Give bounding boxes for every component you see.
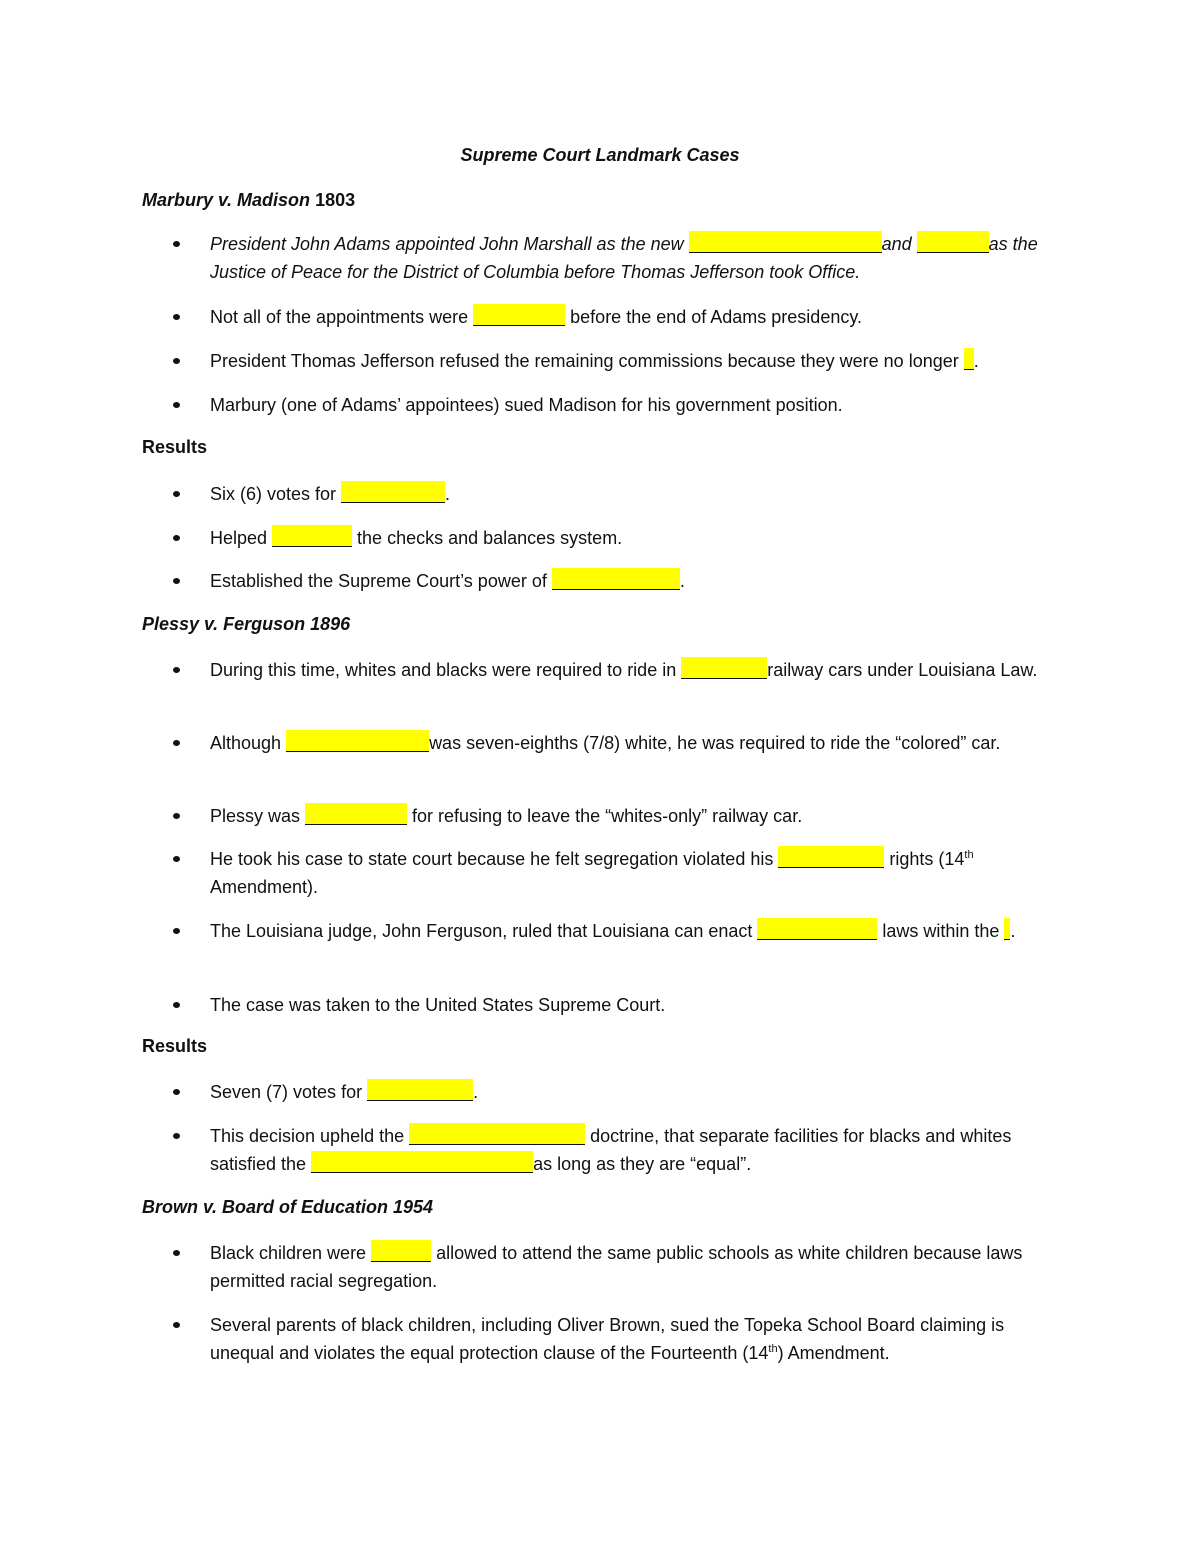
fill-in-blank[interactable] bbox=[341, 481, 445, 503]
list-item: Six (6) votes for . bbox=[210, 480, 1070, 508]
bullet-icon bbox=[173, 1089, 180, 1095]
fill-in-blank[interactable] bbox=[272, 525, 352, 547]
fill-in-blank[interactable] bbox=[409, 1123, 585, 1145]
fill-in-blank[interactable] bbox=[757, 918, 877, 940]
fill-in-blank[interactable] bbox=[286, 730, 429, 752]
list-item: Seven (7) votes for . bbox=[210, 1078, 1070, 1106]
fill-in-blank[interactable] bbox=[371, 1240, 431, 1262]
fill-in-blank[interactable] bbox=[681, 657, 767, 679]
fill-in-blank[interactable] bbox=[367, 1079, 473, 1101]
fill-in-blank[interactable] bbox=[311, 1151, 533, 1173]
bullet-icon bbox=[173, 402, 180, 408]
results-heading: Results bbox=[142, 437, 208, 457]
bullet-icon bbox=[173, 535, 180, 541]
fill-in-blank[interactable] bbox=[552, 568, 680, 590]
bullet-icon bbox=[173, 1250, 180, 1256]
bullet-icon bbox=[173, 813, 180, 819]
bullet-icon bbox=[173, 856, 180, 862]
bullet-icon bbox=[173, 740, 180, 746]
list-item: Helped the checks and balances system. bbox=[210, 524, 1070, 552]
list-item: Established the Supreme Court’s power of . bbox=[210, 567, 1070, 595]
list-item: Plessy was for refusing to leave the “whites-only” railway car. bbox=[210, 802, 1070, 830]
list-item: Several parents of black children, including Oliver Brown, sued the Topeka School Board claiming is unequal and violates the equal protection clause of the Fourteenth (14th) Amendment. bbox=[210, 1311, 1070, 1367]
fill-in-blank[interactable] bbox=[305, 803, 407, 825]
list-item: President John Adams appointed John Marshall as the new and as the Justice of Peace for the District of Columbia before Thomas Jefferson took Office. bbox=[210, 230, 1070, 286]
fill-in-blank[interactable] bbox=[689, 231, 882, 253]
list-item: The Louisiana judge, John Ferguson, ruled that Louisiana can enact laws within the . bbox=[210, 917, 1070, 945]
document-title: Supreme Court Landmark Cases bbox=[460, 145, 740, 165]
list-item: This decision upheld the doctrine, that separate facilities for blacks and whites satisfied the as long as they are “equal”. bbox=[210, 1122, 1070, 1178]
section-heading-marbury bbox=[142, 190, 355, 211]
case-year: 1803 bbox=[315, 190, 356, 210]
bullet-icon bbox=[173, 358, 180, 364]
list-item: Black children were allowed to attend the same public schools as white children because laws permitted racial segregation. bbox=[210, 1239, 1070, 1295]
bullet-icon bbox=[173, 1322, 180, 1328]
list-item: Although was seven-eighths (7/8) white, he was required to ride the “colored” car. bbox=[210, 729, 1070, 757]
bullet-icon bbox=[173, 1133, 180, 1139]
bullet-icon bbox=[173, 1002, 180, 1008]
bullet-icon bbox=[173, 241, 180, 247]
bullet-icon bbox=[173, 491, 180, 497]
list-item: Marbury (one of Adams’ appointees) sued Madison for his government position. bbox=[210, 391, 1070, 419]
list-item: The case was taken to the United States Supreme Court. bbox=[210, 991, 1070, 1019]
bullet-icon bbox=[173, 667, 180, 673]
bullet-icon bbox=[173, 314, 180, 320]
list-item: He took his case to state court because he felt segregation violated his rights (14th Amendment). bbox=[210, 845, 1070, 901]
fill-in-blank[interactable] bbox=[473, 304, 565, 326]
section-heading-brown: Brown v. Board of Education 1954 bbox=[142, 1197, 434, 1217]
section-heading-plessy: Plessy v. Ferguson 1896 bbox=[142, 614, 351, 634]
fill-in-blank[interactable] bbox=[964, 348, 974, 370]
list-item: During this time, whites and blacks were required to ride in railway cars under Louisiana Law. bbox=[210, 656, 1070, 684]
case-name: Marbury v. Madison bbox=[142, 190, 311, 210]
results-heading: Results bbox=[142, 1036, 208, 1056]
bullet-icon bbox=[173, 928, 180, 934]
list-item: President Thomas Jefferson refused the remaining commissions because they were no longer . bbox=[210, 347, 1070, 375]
fill-in-blank[interactable] bbox=[778, 846, 884, 868]
fill-in-blank[interactable] bbox=[917, 231, 989, 253]
bullet-icon bbox=[173, 578, 180, 584]
list-item: Not all of the appointments were before the end of Adams presidency. bbox=[210, 303, 1070, 331]
